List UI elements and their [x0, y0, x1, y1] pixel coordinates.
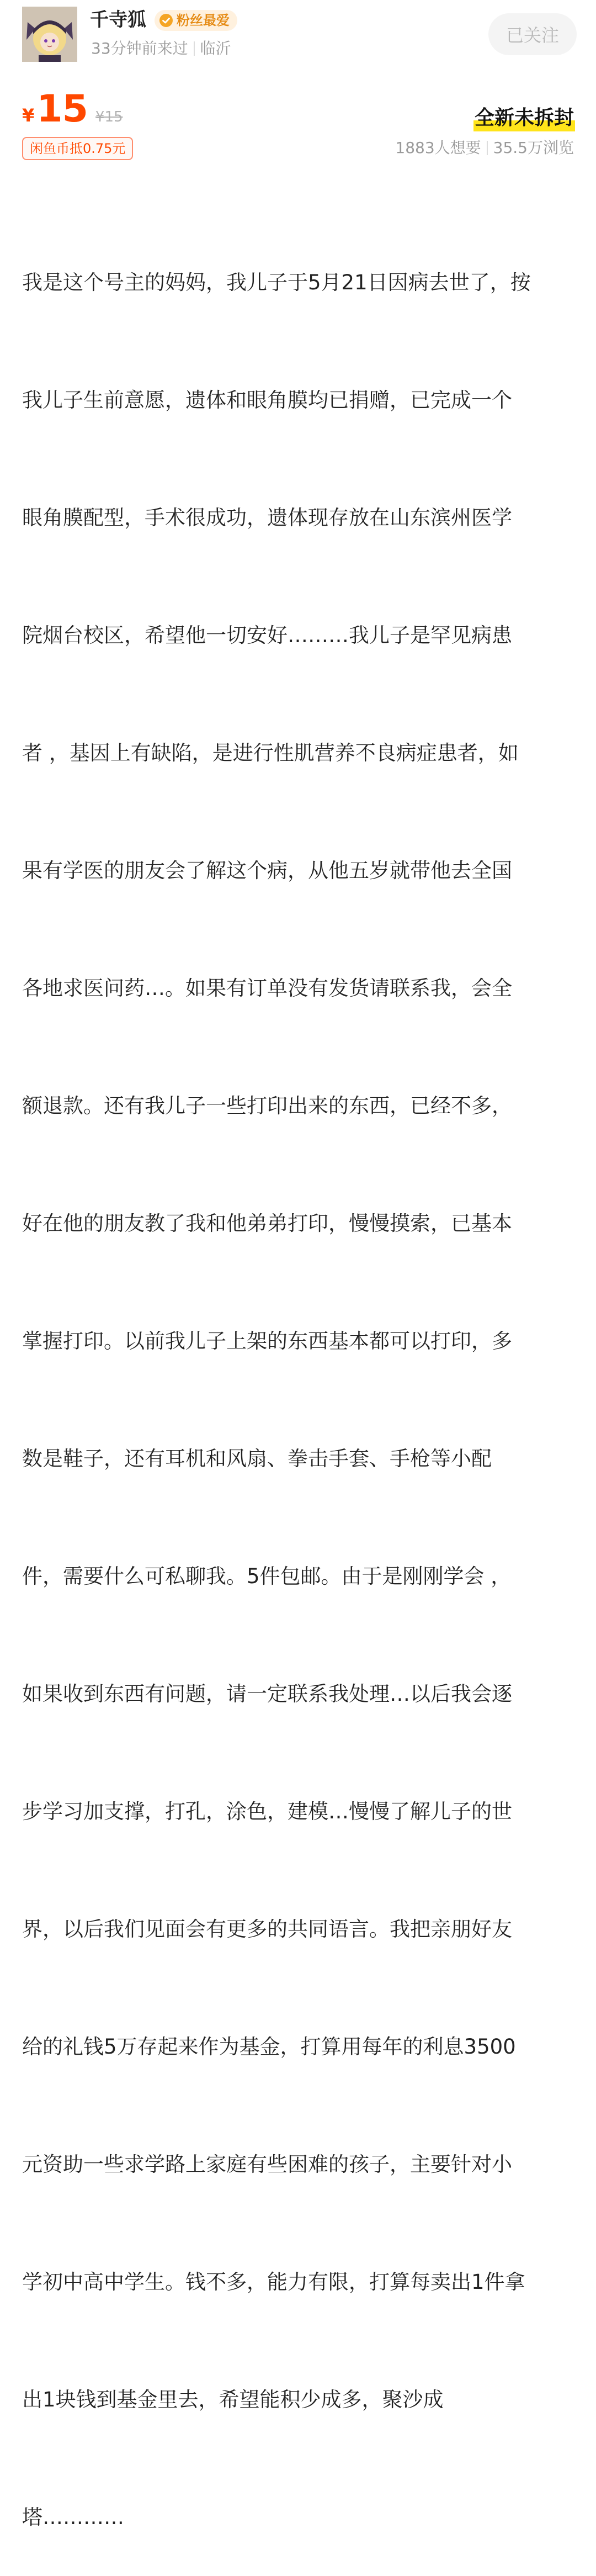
meta-divider — [194, 41, 195, 56]
coin-discount-badge: 闲鱼币抵0.75元 — [22, 137, 133, 160]
description-line: 者 ，基因上有缺陷，是进行性肌营养不良病症患者，如 — [22, 741, 519, 765]
description-line: 我是这个号主的妈妈，我儿子于5月21日因病去世了，按 — [22, 271, 531, 294]
location-text: 临沂 — [200, 39, 231, 57]
description-line: 出1块钱到基金里去，希望能积少成多，聚沙成 — [22, 2388, 444, 2411]
seller-header — [0, 0, 596, 72]
description-line: 各地求医问药…。如果有订单没有发货请联系我，会全 — [22, 976, 512, 1000]
fan-badge — [155, 10, 237, 31]
description-line: 额退款。还有我儿子一些打印出来的东西，已经不多， — [22, 1094, 512, 1118]
fan-badge-label: 粉丝最爱 — [177, 13, 230, 28]
item-stats — [395, 137, 574, 159]
description-line: 如果收到东西有问题，请一定联系我处理…以后我会逐 — [22, 1682, 512, 1706]
description-line: 果有学医的朋友会了解这个病，从他五岁就带他去全国 — [22, 859, 512, 882]
description-line: 件，需要什么可私聊我。5件包邮。由于是刚刚学会 ， — [22, 1564, 512, 1588]
description-line: 眼角膜配型，手术很成功，遗体现存放在山东滨州医学 — [22, 506, 512, 530]
description-line: 掌握打印。以前我儿子上架的东西基本都可以打印，多 — [22, 1329, 512, 1353]
price-currency: ¥ — [22, 105, 35, 126]
stats-divider — [487, 141, 488, 155]
description-line: 步学习加支撑，打孔，涂色，建模…慢慢了解儿子的世 — [22, 1800, 512, 1823]
seller-name[interactable]: 千寺狐 — [90, 9, 146, 31]
description-line: 我儿子生前意愿，遗体和眼角膜均已捐赠，已完成一个 — [22, 388, 512, 412]
follow-button[interactable]: 已关注 — [488, 13, 577, 55]
anime-avatar-icon — [22, 7, 77, 62]
description-line: 塔………… — [22, 2505, 124, 2529]
description-line: 学初中高中学生。钱不多，能力有限，打算每卖出1件拿 — [22, 2270, 525, 2294]
description-line: 元资助一些求学路上家庭有些困难的孩子，主要针对小 — [22, 2152, 512, 2176]
condition-tag: 全新未拆封 — [473, 105, 575, 131]
wants-count: 1883人想要 — [395, 139, 481, 157]
original-price: ¥15 — [95, 109, 123, 125]
avatar[interactable] — [22, 7, 77, 62]
description-line: 给的礼钱5万存起来作为基金，打算用每年的利息3500 — [22, 2035, 516, 2059]
description-line: 界，以后我们见面会有更多的共同语言。我把亲朋好友 — [22, 1917, 512, 1941]
views-count: 35.5万浏览 — [493, 139, 574, 157]
check-badge-icon — [159, 13, 173, 28]
price-value: 15 — [36, 87, 88, 131]
description-line: 数是鞋子，还有耳机和风扇、拳击手套、手枪等小配 — [22, 1447, 492, 1471]
last-seen-text: 33分钟前来过 — [91, 39, 188, 57]
item-description — [22, 184, 574, 2576]
description-line: 好在他的朋友教了我和他弟弟打印，慢慢摸索，已基本 — [22, 1212, 512, 1235]
seller-meta — [91, 38, 231, 60]
description-line: 院烟台校区，希望他一切安好………我儿子是罕见病患 — [22, 623, 512, 647]
price-block — [22, 87, 123, 131]
